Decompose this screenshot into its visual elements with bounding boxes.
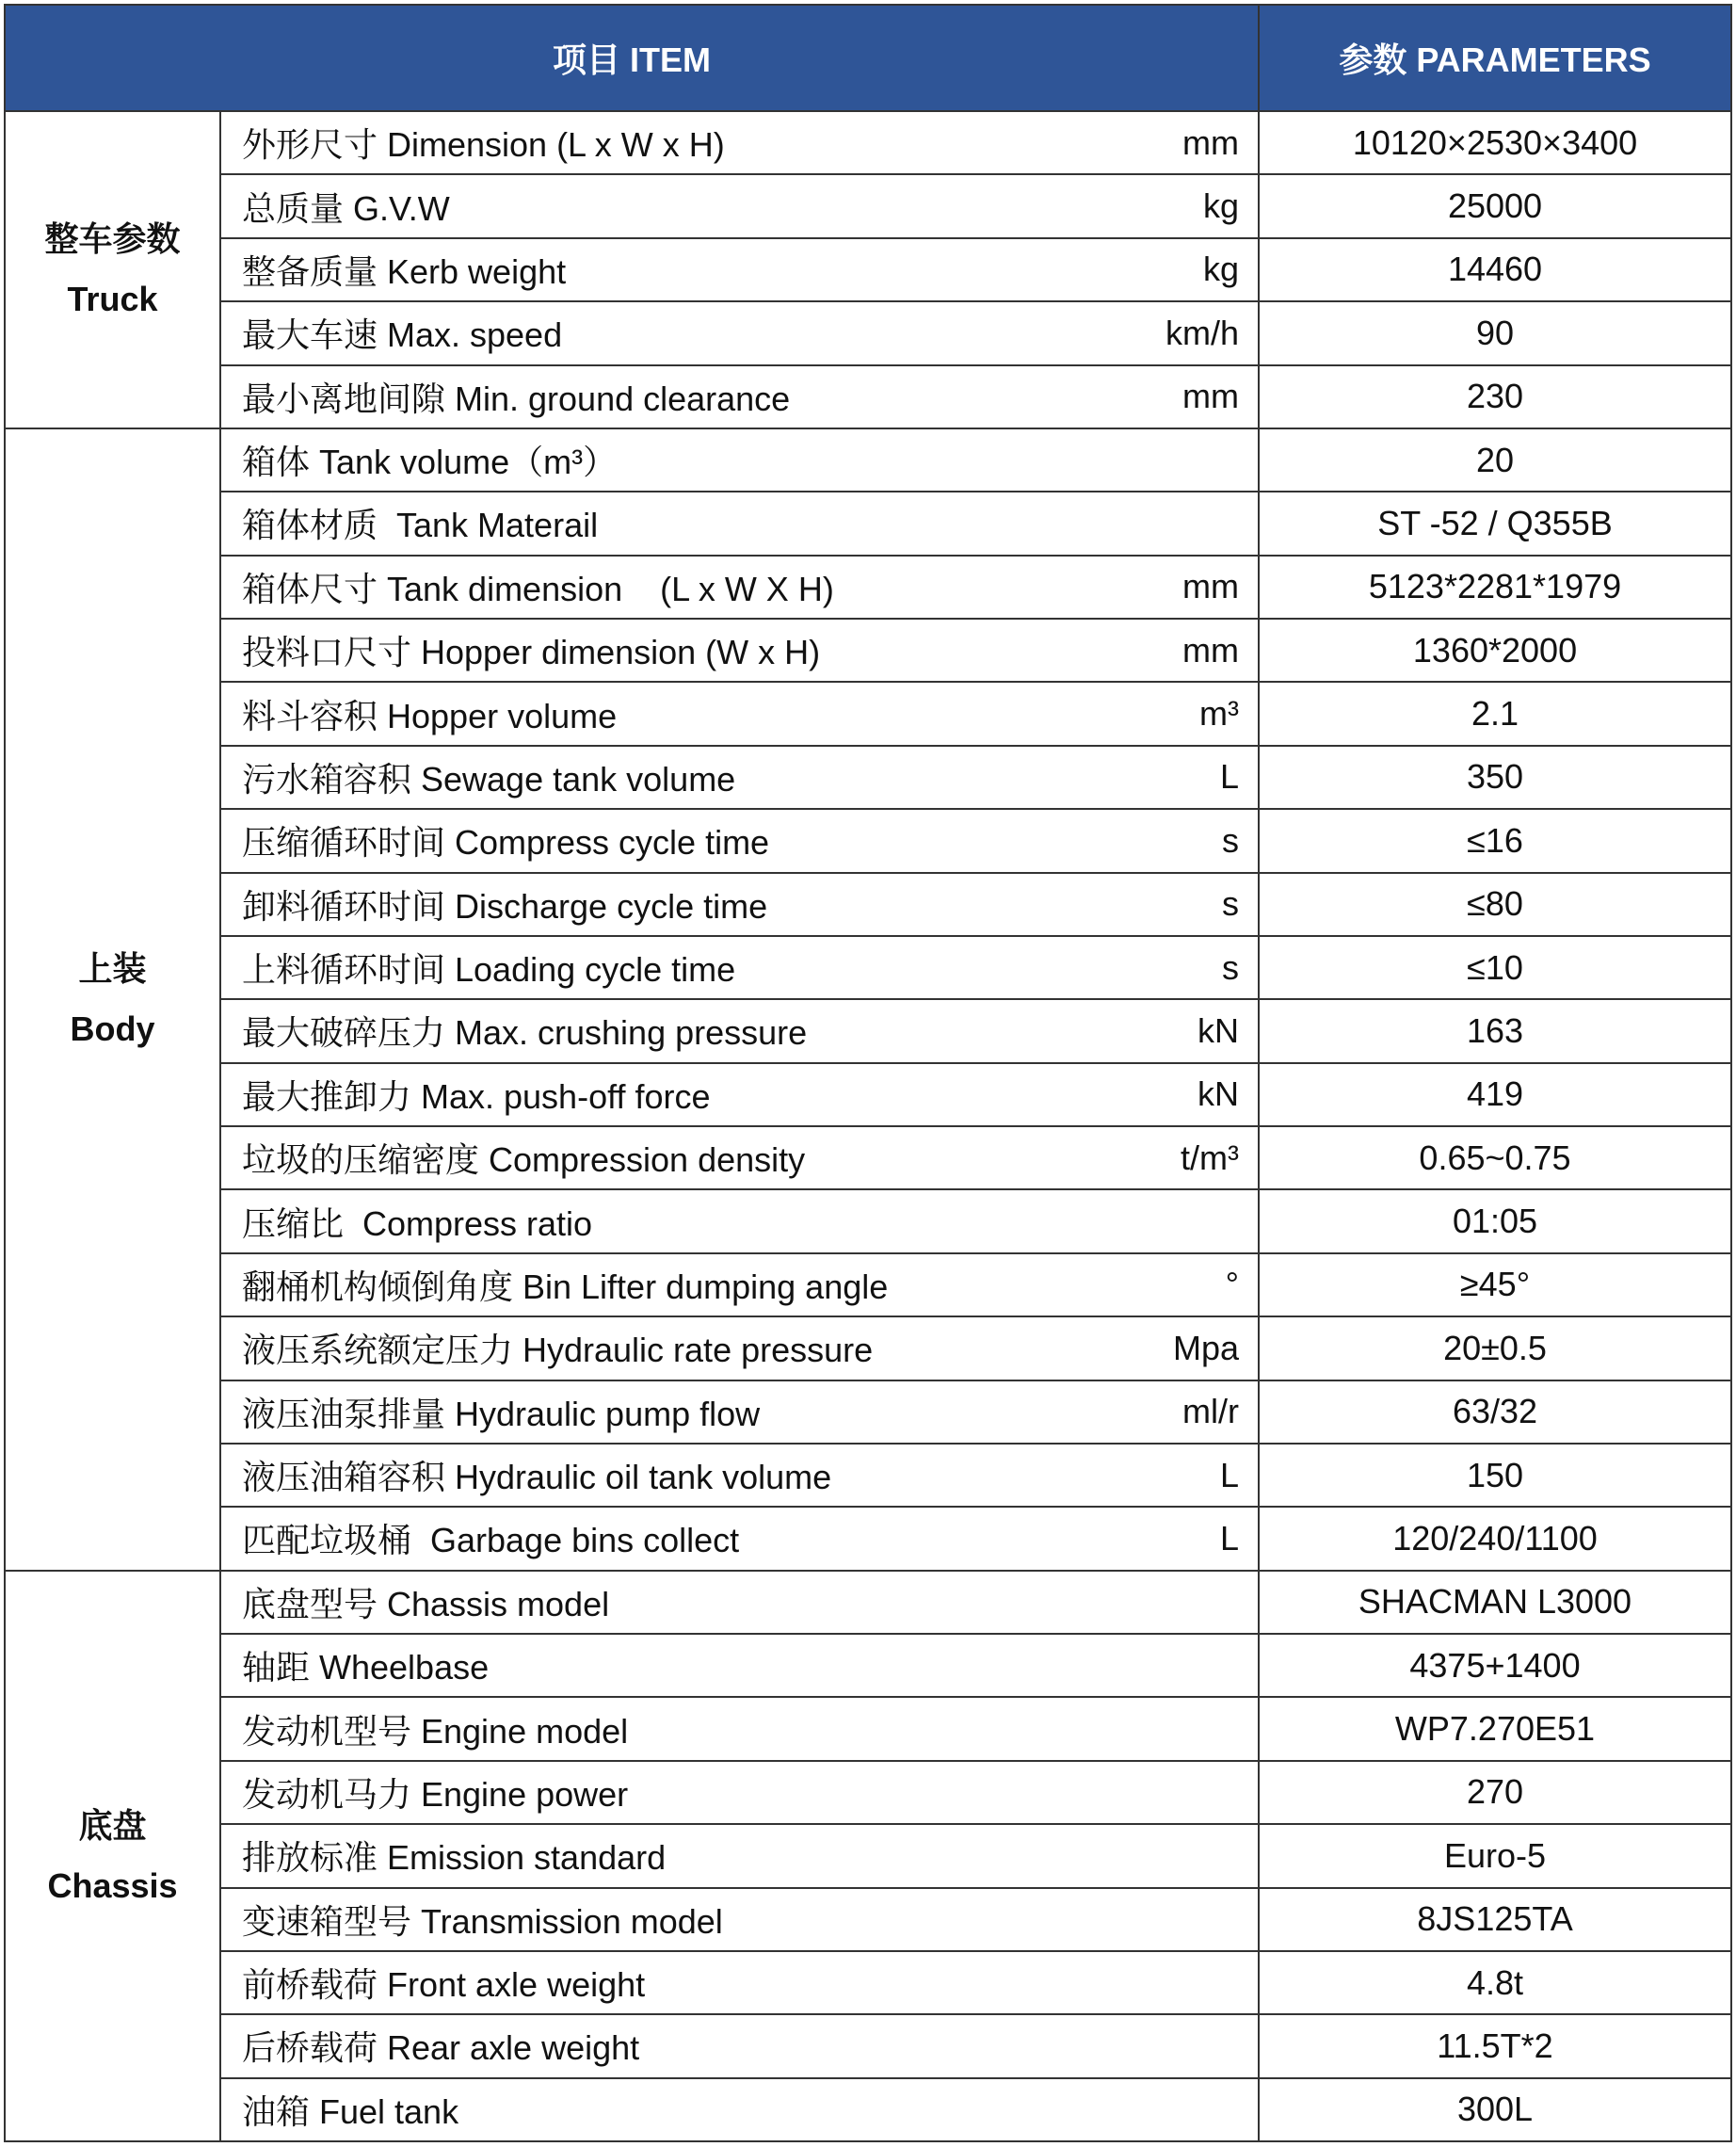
item-cell	[220, 1316, 1259, 1380]
table-row	[5, 873, 1731, 936]
item-unit: Mpa	[1172, 1328, 1239, 1367]
parameter-value: 120/240/1100	[1259, 1507, 1731, 1570]
table-row	[5, 1824, 1731, 1887]
table-row	[5, 1253, 1731, 1316]
table-row	[5, 2014, 1731, 2077]
item-cell	[220, 1761, 1259, 1824]
item-unit: L	[1219, 1518, 1239, 1558]
table-row	[5, 301, 1731, 364]
item-cell	[220, 492, 1259, 555]
table-row	[5, 556, 1731, 619]
table-row	[5, 428, 1731, 492]
table-row	[5, 1507, 1731, 1570]
parameter-value: 300L	[1259, 2078, 1731, 2141]
section-name-en: Truck	[67, 280, 158, 319]
parameter-value: 20	[1259, 428, 1731, 492]
parameter-value: 11.5T*2	[1259, 2014, 1731, 2077]
item-label: 卸料循环时间 Discharge cycle time	[242, 886, 768, 926]
parameter-value: 4.8t	[1259, 1951, 1731, 2014]
item-label: 投料口尺寸 Hopper dimension (W x H)	[242, 633, 821, 672]
table-row	[5, 1316, 1731, 1380]
spec-body	[5, 111, 1731, 2141]
parameter-value: ≤80	[1259, 873, 1731, 936]
item-cell	[220, 2078, 1259, 2141]
section-name-en: Chassis	[47, 1865, 178, 1905]
header-item: 项目 ITEM	[5, 5, 1259, 111]
item-unit: m³	[1199, 694, 1239, 734]
section-name-cn: 整车参数	[44, 219, 181, 259]
item-cell	[220, 111, 1259, 174]
table-row	[5, 1951, 1731, 2014]
item-label: 前桥载荷 Front axle weight	[242, 1965, 646, 2005]
item-label: 垃圾的压缩密度 Compression density	[242, 1140, 806, 1180]
table-row	[5, 2078, 1731, 2141]
parameter-value: ST -52 / Q355B	[1259, 492, 1731, 555]
header-row	[5, 5, 1731, 111]
table-row	[5, 492, 1731, 555]
item-cell	[220, 1126, 1259, 1189]
table-row	[5, 1571, 1731, 1634]
item-label: 压缩比 Compress ratio	[242, 1203, 593, 1243]
item-label: 污水箱容积 Sewage tank volume	[242, 759, 736, 799]
table-row	[5, 174, 1731, 237]
item-unit: km/h	[1165, 313, 1239, 352]
parameter-value: 25000	[1259, 174, 1731, 237]
item-unit: °	[1225, 1265, 1239, 1304]
section-label	[5, 1571, 220, 2141]
parameter-value: 1360*2000	[1259, 619, 1731, 682]
item-label: 轴距 Wheelbase	[242, 1648, 490, 1687]
section-name-en: Body	[70, 1009, 155, 1049]
parameter-value: WP7.270E51	[1259, 1697, 1731, 1760]
item-label: 翻桶机构倾倒角度 Bin Lifter dumping angle	[242, 1267, 889, 1306]
item-cell	[220, 1253, 1259, 1316]
item-cell	[220, 428, 1259, 492]
section-label	[5, 111, 220, 428]
table-row	[5, 1063, 1731, 1126]
item-label: 箱体尺寸 Tank dimension (L x W X H)	[242, 569, 834, 608]
parameter-value: 5123*2281*1979	[1259, 556, 1731, 619]
item-label: 液压油泵排量 Hydraulic pump flow	[242, 1394, 761, 1433]
table-row	[5, 746, 1731, 809]
table-row	[5, 1634, 1731, 1697]
table-row	[5, 1444, 1731, 1507]
parameter-value: 4375+1400	[1259, 1634, 1731, 1697]
table-row	[5, 1697, 1731, 1760]
item-cell	[220, 1888, 1259, 1951]
item-label: 外形尺寸 Dimension (L x W x H)	[242, 125, 725, 165]
parameter-value: 270	[1259, 1761, 1731, 1824]
item-cell	[220, 1507, 1259, 1570]
item-label: 最大推卸力 Max. push-off force	[242, 1076, 711, 1116]
item-unit: kg	[1202, 250, 1239, 289]
parameter-value: 0.65~0.75	[1259, 1126, 1731, 1189]
parameter-value: 163	[1259, 999, 1731, 1062]
item-label: 最大车速 Max. speed	[242, 315, 563, 355]
parameter-value: 350	[1259, 746, 1731, 809]
item-label: 最小离地间隙 Min. ground clearance	[242, 379, 791, 418]
parameter-value: 20±0.5	[1259, 1316, 1731, 1380]
parameter-value: ≤10	[1259, 936, 1731, 999]
item-unit: mm	[1182, 567, 1239, 606]
parameter-value: ≤16	[1259, 809, 1731, 872]
item-cell	[220, 365, 1259, 428]
item-label: 发动机型号 Engine model	[242, 1711, 629, 1751]
section-name-cn: 上装	[78, 949, 147, 989]
item-cell	[220, 1380, 1259, 1444]
item-cell	[220, 1571, 1259, 1634]
item-cell	[220, 2014, 1259, 2077]
item-unit: L	[1219, 757, 1239, 797]
item-cell	[220, 936, 1259, 999]
item-unit: s	[1222, 820, 1239, 860]
item-unit: L	[1219, 1455, 1239, 1494]
table-row	[5, 809, 1731, 872]
table-row	[5, 1380, 1731, 1444]
item-unit: kN	[1198, 1010, 1239, 1050]
item-label: 压缩循环时间 Compress cycle time	[242, 823, 770, 863]
item-label: 液压油箱容积 Hydraulic oil tank volume	[242, 1458, 832, 1497]
parameter-value: 8JS125TA	[1259, 1888, 1731, 1951]
item-unit: mm	[1182, 377, 1239, 416]
item-cell	[220, 873, 1259, 936]
item-cell	[220, 174, 1259, 237]
item-unit: s	[1222, 947, 1239, 987]
table-row	[5, 111, 1731, 174]
item-unit: ml/r	[1182, 1392, 1239, 1431]
item-label: 变速箱型号 Transmission model	[242, 1901, 723, 1941]
parameter-value: 10120×2530×3400	[1259, 111, 1731, 174]
parameter-value: SHACMAN L3000	[1259, 1571, 1731, 1634]
item-cell	[220, 809, 1259, 872]
item-label: 箱体材质 Tank Materail	[242, 506, 599, 545]
item-label: 排放标准 Emission standard	[242, 1838, 667, 1878]
parameter-value: 01:05	[1259, 1189, 1731, 1252]
item-unit: mm	[1182, 122, 1239, 162]
item-cell	[220, 1697, 1259, 1760]
item-unit: s	[1222, 884, 1239, 924]
parameter-value: 63/32	[1259, 1380, 1731, 1444]
item-cell	[220, 619, 1259, 682]
item-label: 液压系统额定压力 Hydraulic rate pressure	[242, 1331, 874, 1370]
item-cell	[220, 999, 1259, 1062]
header-parameters: 参数 PARAMETERS	[1259, 5, 1731, 111]
table-row	[5, 238, 1731, 301]
item-cell	[220, 301, 1259, 364]
item-label: 箱体 Tank volume（m³）	[242, 443, 618, 482]
table-row	[5, 682, 1731, 745]
parameter-value: 419	[1259, 1063, 1731, 1126]
table-row	[5, 619, 1731, 682]
table-row	[5, 999, 1731, 1062]
item-label: 料斗容积 Hopper volume	[242, 696, 618, 735]
item-cell	[220, 746, 1259, 809]
parameter-value: 90	[1259, 301, 1731, 364]
item-label: 后桥载荷 Rear axle weight	[242, 2028, 640, 2068]
item-cell	[220, 1951, 1259, 2014]
item-unit: mm	[1182, 630, 1239, 670]
parameter-value: ≥45°	[1259, 1253, 1731, 1316]
item-cell	[220, 1189, 1259, 1252]
item-label: 总质量 G.V.W	[242, 188, 450, 228]
item-unit: t/m³	[1181, 1138, 1239, 1177]
table-row	[5, 1761, 1731, 1824]
item-label: 油箱 Fuel tank	[242, 2091, 459, 2131]
item-label: 发动机马力 Engine power	[242, 1774, 629, 1814]
item-cell	[220, 1444, 1259, 1507]
table-row	[5, 365, 1731, 428]
table-row	[5, 936, 1731, 999]
item-unit: kg	[1202, 186, 1239, 226]
item-label: 匹配垃圾桶 Garbage bins collect	[242, 1521, 740, 1560]
parameter-value: Euro-5	[1259, 1824, 1731, 1887]
item-unit: kN	[1198, 1074, 1239, 1114]
parameter-value: 14460	[1259, 238, 1731, 301]
item-cell	[220, 1063, 1259, 1126]
spec-table	[4, 4, 1732, 2142]
section-label	[5, 428, 220, 1571]
item-label: 整备质量 Kerb weight	[242, 251, 567, 291]
item-label: 底盘型号 Chassis model	[242, 1584, 610, 1623]
table-row	[5, 1888, 1731, 1951]
item-cell	[220, 556, 1259, 619]
table-row	[5, 1126, 1731, 1189]
item-cell	[220, 1634, 1259, 1697]
item-label: 最大破碎压力 Max. crushing pressure	[242, 1013, 808, 1053]
parameter-value: 2.1	[1259, 682, 1731, 745]
parameter-value: 230	[1259, 365, 1731, 428]
table-row	[5, 1189, 1731, 1252]
item-cell	[220, 682, 1259, 745]
section-name-cn: 底盘	[78, 1805, 147, 1845]
item-cell	[220, 238, 1259, 301]
item-label: 上料循环时间 Loading cycle time	[242, 950, 736, 990]
item-cell	[220, 1824, 1259, 1887]
parameter-value: 150	[1259, 1444, 1731, 1507]
